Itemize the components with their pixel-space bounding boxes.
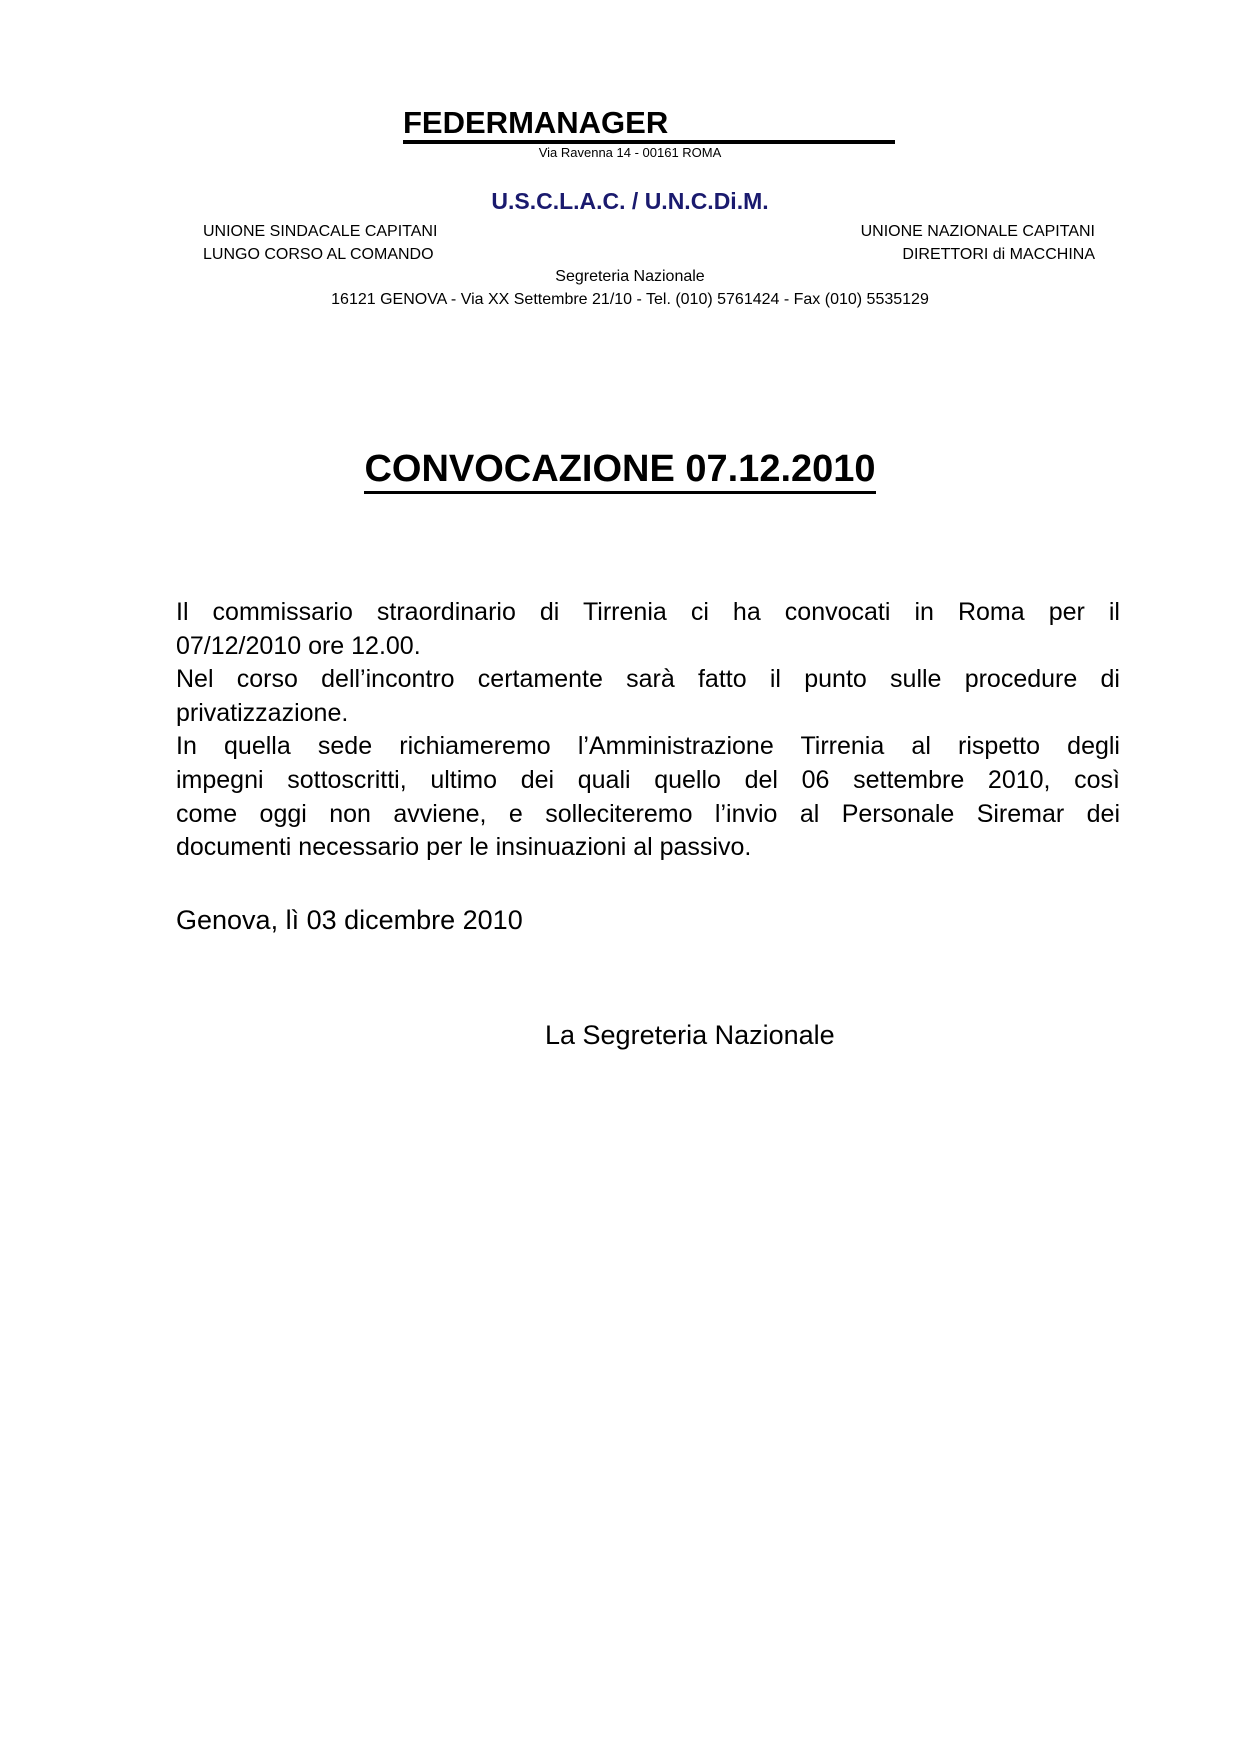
signature: La Segreteria Nazionale [545,1020,835,1050]
body-line: come oggi non avviene, e solleciteremo l’invio al Personale Siremar dei [176,799,1120,828]
body-line: 07/12/2010 ore 12.00. [176,631,421,660]
secretariat-address: 16121 GENOVA - Via XX Settembre 21/10 - Tel. (010) 5761424 - Fax (010) 5535129 [331,291,929,308]
left-union-line-2: LUNGO CORSO AL COMANDO [203,246,434,263]
body-line: impegni sottoscritti, ultimo dei quali quello del 06 settembre 2010, così [176,765,1120,794]
body-line: documenti necessario per le insinuazioni al passivo. [176,833,752,862]
document-title [0,448,1240,491]
right-union-line-2: DIRETTORI di MACCHINA [902,246,1095,263]
body-line: Nel corso dell’incontro certamente sarà fatto il punto sulle procedure di [176,665,1120,694]
secretariat-label: Segreteria Nazionale [555,268,705,285]
union-acronyms: U.S.C.L.A.C. / U.N.C.Di.M. [491,188,769,214]
body-text [176,596,1120,865]
document-title-text: CONVOCAZIONE 07.12.2010 [364,448,875,494]
body-line: Il commissario straordinario di Tirrenia ci ha convocati in Roma per il [176,598,1120,626]
body-line: privatizzazione. [176,698,349,727]
place-and-date: Genova, lì 03 dicembre 2010 [176,905,523,935]
body-line: In quella sede richiameremo l’Amministrazione Tirrenia al rispetto degli [176,732,1120,761]
left-union-line-1: UNIONE SINDACALE CAPITANI [203,223,438,240]
organization-address: Via Ravenna 14 - 00161 ROMA [538,145,722,160]
organization-name: FEDERMANAGER [403,106,895,144]
right-union-line-1: UNIONE NAZIONALE CAPITANI [860,223,1095,240]
